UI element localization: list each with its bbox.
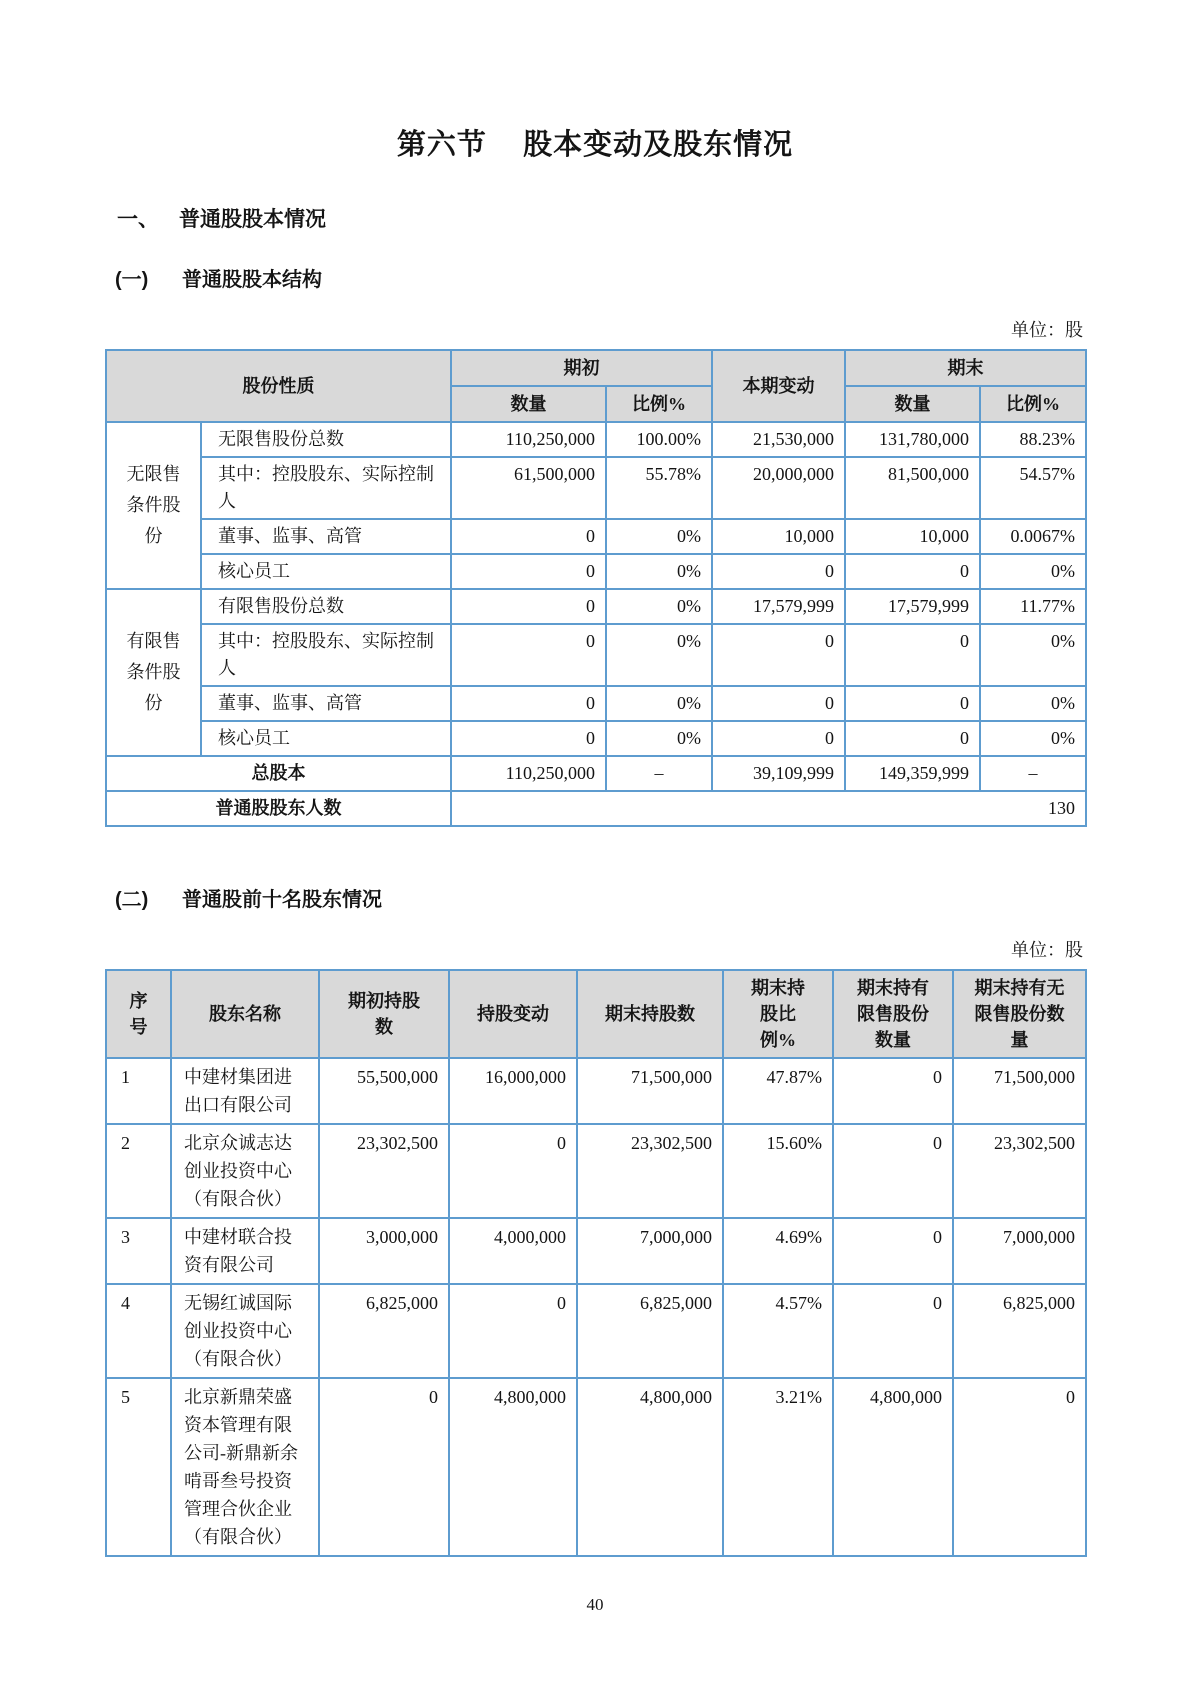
header-cell-end-restricted: 期末持有限售股份数量: [833, 970, 953, 1058]
data-cell: 0: [953, 1378, 1086, 1556]
data-cell: 0: [451, 589, 606, 624]
data-cell: 131,780,000: [845, 422, 980, 457]
index-cell: 1: [106, 1058, 171, 1124]
data-cell: 0: [845, 721, 980, 756]
data-cell: 3.21%: [723, 1378, 833, 1556]
data-cell: 61,500,000: [451, 457, 606, 519]
header-cell-qty: 数量: [845, 386, 980, 422]
data-cell: 55,500,000: [319, 1058, 449, 1124]
data-cell: 0: [833, 1284, 953, 1378]
row-label-cell: 核心员工: [201, 554, 451, 589]
header-cell-end-ratio: 期末持股比例%: [723, 970, 833, 1058]
shareholder-name-cell: 中建材联合投资有限公司: [171, 1218, 319, 1284]
data-cell: 0%: [606, 589, 712, 624]
shareholder-row: [106, 1058, 1086, 1124]
subsection-heading-label: 普通股股本结构: [182, 269, 322, 291]
data-cell: 0: [712, 554, 845, 589]
unit-label: 单位：股: [1011, 940, 1083, 960]
subsection-heading-label: 普通股前十名股东情况: [182, 889, 382, 911]
data-cell: 71,500,000: [577, 1058, 723, 1124]
data-cell: 4,800,000: [449, 1378, 577, 1556]
table-row: [106, 422, 1086, 457]
header-cell-begin: 期初: [451, 350, 712, 386]
data-cell: 100.00%: [606, 422, 712, 457]
header-cell-ratio: 比例%: [606, 386, 712, 422]
section-heading-label: 普通股股本情况: [179, 208, 326, 231]
data-cell: 4,800,000: [577, 1378, 723, 1556]
data-cell: 0%: [980, 721, 1086, 756]
holders-count-cell: 130: [451, 791, 1086, 826]
section-number: 一、: [117, 208, 159, 231]
row-label-cell: 无限售股份总数: [201, 422, 451, 457]
header-cell-shareholder: 股东名称: [171, 970, 319, 1058]
data-cell: 4.57%: [723, 1284, 833, 1378]
table-row: [106, 457, 1086, 519]
data-cell: 10,000: [845, 519, 980, 554]
section-heading-1: [105, 203, 1085, 233]
data-cell: 0: [451, 686, 606, 721]
data-cell: 16,000,000: [449, 1058, 577, 1124]
index-cell: 2: [106, 1124, 171, 1218]
data-cell: 0: [451, 554, 606, 589]
data-cell: 6,825,000: [953, 1284, 1086, 1378]
data-cell: 0: [833, 1058, 953, 1124]
data-cell: 0%: [980, 554, 1086, 589]
subsection-number: (一): [115, 269, 149, 291]
index-cell: 5: [106, 1378, 171, 1556]
data-cell: 23,302,500: [577, 1124, 723, 1218]
index-cell: 3: [106, 1218, 171, 1284]
subsection-heading-2: [105, 883, 1085, 912]
group-cell-restricted: 有限售条件股份: [106, 589, 201, 756]
data-cell: 0: [845, 686, 980, 721]
data-cell: 0: [451, 721, 606, 756]
data-cell: 0%: [606, 519, 712, 554]
data-cell: 17,579,999: [712, 589, 845, 624]
data-cell: 0%: [606, 624, 712, 686]
data-cell: 20,000,000: [712, 457, 845, 519]
table-row: [106, 721, 1086, 756]
data-cell: 71,500,000: [953, 1058, 1086, 1124]
data-cell: 0%: [606, 554, 712, 589]
table-row: [106, 624, 1086, 686]
data-cell: 0%: [606, 721, 712, 756]
data-cell: 88.23%: [980, 422, 1086, 457]
top-shareholders-table: [105, 969, 1087, 1557]
data-cell: 47.87%: [723, 1058, 833, 1124]
data-cell: –: [980, 756, 1086, 791]
data-cell: 110,250,000: [451, 756, 606, 791]
data-cell: 0%: [980, 686, 1086, 721]
data-cell: 10,000: [712, 519, 845, 554]
data-cell: 54.57%: [980, 457, 1086, 519]
row-label-cell: 董事、监事、高管: [201, 519, 451, 554]
data-cell: 0: [449, 1284, 577, 1378]
share-structure-table: [105, 349, 1087, 827]
header-cell-begin-shares: 期初持股数: [319, 970, 449, 1058]
table-row: [106, 686, 1086, 721]
row-label-cell: 其中：控股股东、实际控制人: [201, 624, 451, 686]
table-row-total: [106, 756, 1086, 791]
header-cell-qty: 数量: [451, 386, 606, 422]
data-cell: 4,800,000: [833, 1378, 953, 1556]
data-cell: –: [606, 756, 712, 791]
table-row: [106, 519, 1086, 554]
data-cell: 81,500,000: [845, 457, 980, 519]
data-cell: 0%: [606, 686, 712, 721]
header-cell-nature: 股份性质: [106, 350, 451, 422]
data-cell: 0: [845, 554, 980, 589]
data-cell: 0: [833, 1124, 953, 1218]
data-cell: 4.69%: [723, 1218, 833, 1284]
data-cell: 55.78%: [606, 457, 712, 519]
data-cell: 6,825,000: [319, 1284, 449, 1378]
subsection-heading-1: [105, 263, 1085, 292]
data-cell: 0: [451, 624, 606, 686]
shareholder-name-cell: 北京众诚志达创业投资中心（有限合伙）: [171, 1124, 319, 1218]
data-cell: 0: [319, 1378, 449, 1556]
header-cell-change: 本期变动: [712, 350, 845, 422]
index-cell: 4: [106, 1284, 171, 1378]
shareholder-name-cell: 中建材集团进出口有限公司: [171, 1058, 319, 1124]
data-cell: 149,359,999: [845, 756, 980, 791]
shareholder-row: [106, 1284, 1086, 1378]
header-cell-end-unrestricted: 期末持有无限售股份数量: [953, 970, 1086, 1058]
data-cell: 3,000,000: [319, 1218, 449, 1284]
total-label-cell: 总股本: [106, 756, 451, 791]
data-cell: 17,579,999: [845, 589, 980, 624]
shareholder-row: [106, 1124, 1086, 1218]
shareholder-name-cell: 无锡红诚国际创业投资中心（有限合伙）: [171, 1284, 319, 1378]
header-cell-index: 序号: [106, 970, 171, 1058]
data-cell: 6,825,000: [577, 1284, 723, 1378]
data-cell: 21,530,000: [712, 422, 845, 457]
shareholder-row: [106, 1218, 1086, 1284]
row-label-cell: 董事、监事、高管: [201, 686, 451, 721]
table-header-row: [106, 350, 1086, 386]
subsection-number: (二): [115, 889, 149, 911]
data-cell: 0.0067%: [980, 519, 1086, 554]
group-cell-unrestricted: 无限售条件股份: [106, 422, 201, 589]
data-cell: 0: [833, 1218, 953, 1284]
header-cell-ratio: 比例%: [980, 386, 1086, 422]
data-cell: 0: [712, 686, 845, 721]
data-cell: 0: [845, 624, 980, 686]
row-label-cell: 有限售股份总数: [201, 589, 451, 624]
row-label-cell: 其中：控股股东、实际控制人: [201, 457, 451, 519]
table-row: [106, 554, 1086, 589]
shareholder-row: [106, 1378, 1086, 1556]
data-cell: 0: [451, 519, 606, 554]
header-cell-end-shares: 期末持股数: [577, 970, 723, 1058]
data-cell: 7,000,000: [953, 1218, 1086, 1284]
row-label-cell: 核心员工: [201, 721, 451, 756]
header-cell-share-change: 持股变动: [449, 970, 577, 1058]
data-cell: 4,000,000: [449, 1218, 577, 1284]
data-cell: 23,302,500: [953, 1124, 1086, 1218]
data-cell: 11.77%: [980, 589, 1086, 624]
table-header-row: [106, 970, 1086, 1058]
data-cell: 39,109,999: [712, 756, 845, 791]
data-cell: 110,250,000: [451, 422, 606, 457]
data-cell: 0: [712, 624, 845, 686]
unit-label: 单位：股: [1011, 320, 1083, 340]
page-number: 40: [586, 1595, 604, 1614]
data-cell: 0: [712, 721, 845, 756]
page-title: 第六节 股本变动及股东情况: [396, 129, 794, 161]
data-cell: 0%: [980, 624, 1086, 686]
shareholder-name-cell: 北京新鼎荣盛资本管理有限公司-新鼎新余啃哥叁号投资管理合伙企业（有限合伙）: [171, 1378, 319, 1556]
table-row: [106, 589, 1086, 624]
header-cell-end: 期末: [845, 350, 1086, 386]
data-cell: 23,302,500: [319, 1124, 449, 1218]
data-cell: 15.60%: [723, 1124, 833, 1218]
data-cell: 0: [449, 1124, 577, 1218]
holders-label-cell: 普通股股东人数: [106, 791, 451, 826]
table-row-holders-count: [106, 791, 1086, 826]
data-cell: 7,000,000: [577, 1218, 723, 1284]
